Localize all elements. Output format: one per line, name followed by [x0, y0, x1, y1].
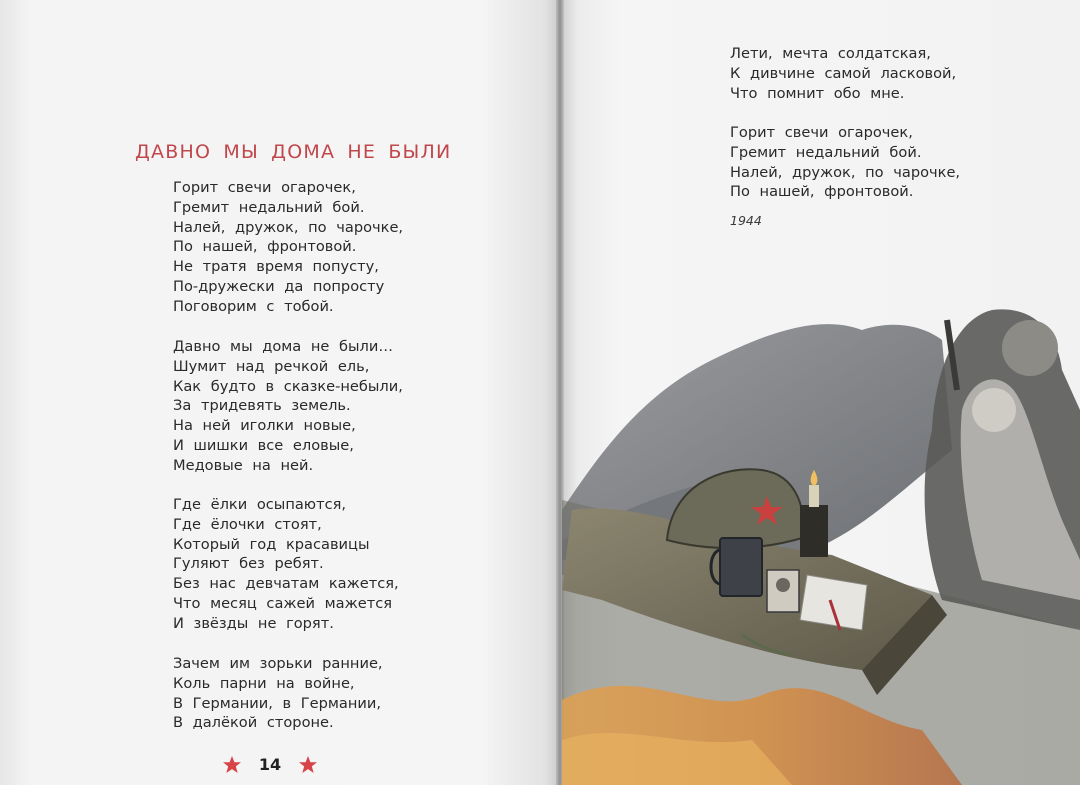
- poem-line: Лети, мечта солдатская,: [730, 45, 931, 62]
- poem-line: Коль парни на войне,: [173, 674, 355, 692]
- poem-title: ДАВНО МЫ ДОМА НЕ БЫЛИ: [135, 141, 452, 163]
- poem-line: Зачем им зорьки ранние,: [173, 655, 383, 672]
- candle-holder-shape: [800, 505, 828, 557]
- red-star-icon: [298, 755, 318, 775]
- candle-shape: [809, 485, 819, 507]
- poem-line: Что месяц сажей мажется: [173, 594, 393, 612]
- poem-line: Поговорим с тобой.: [173, 297, 334, 315]
- poem-line: И звёзды не горят.: [173, 614, 334, 632]
- poem-line: Где ёлочки стоят,: [173, 515, 322, 533]
- poem-line: Который год красавицы: [173, 535, 370, 553]
- poem-line: В далёкой стороне.: [173, 714, 334, 732]
- poem-line: В Германии, в Германии,: [173, 694, 382, 712]
- mug-shape: [720, 538, 762, 596]
- poem-line: По-дружески да попросту: [173, 277, 385, 295]
- poem-line: Горит свечи огарочек,: [173, 179, 356, 196]
- poem-line: Не тратя время попусту,: [173, 258, 379, 276]
- poem-line: Горит свечи огарочек,: [730, 124, 913, 141]
- poem-line: Где ёлки осыпаются,: [173, 496, 347, 513]
- right-stanza-1: [730, 44, 956, 103]
- poem-line: Шумит над речкой ель,: [173, 357, 370, 375]
- page-number: 14: [258, 755, 282, 774]
- soldiers-dugout-illustration: [562, 300, 1080, 785]
- poem-line: Давно мы дома не были…: [173, 338, 393, 355]
- poem-line: За тридевять земель.: [173, 397, 351, 415]
- poem-line: Без нас девчатам кажется,: [173, 575, 399, 593]
- left-stanza-2: [173, 337, 403, 476]
- poem-line: Налей, дружок, по чарочке,: [173, 218, 404, 236]
- girl-head-shape: [972, 388, 1016, 432]
- soldier-head-shape: [1002, 320, 1058, 376]
- poem-line: Гуляют без ребят.: [173, 555, 324, 573]
- poem-line: На ней иголки новые,: [173, 417, 356, 435]
- left-stanza-1: [173, 178, 403, 317]
- poem-line: По нашей, фронтовой.: [173, 238, 357, 256]
- poem-line: Медовые на ней.: [173, 456, 314, 474]
- letter-shape: [800, 575, 867, 630]
- poem-line: Налей, дружок, по чарочке,: [730, 163, 961, 181]
- page-number-folio: [222, 752, 318, 778]
- poem-line: К дивчине самой ласковой,: [730, 64, 957, 82]
- left-stanza-3: [173, 495, 399, 634]
- poem-line: Что помнит обо мне.: [730, 84, 905, 102]
- poem-line: И шишки все еловые,: [173, 436, 354, 454]
- left-stanza-4: [173, 654, 383, 733]
- poem-line: Гремит недальний бой.: [730, 143, 922, 161]
- photo-portrait-shape: [776, 578, 790, 592]
- poem-line: Гремит недальний бой.: [173, 198, 365, 216]
- poem-line: По нашей, фронтовой.: [730, 183, 914, 201]
- poem-line: Как будто в сказке-небыли,: [173, 377, 403, 395]
- poem-year: 1944: [730, 213, 762, 228]
- right-stanza-2: [730, 123, 960, 202]
- red-star-icon: [222, 755, 242, 775]
